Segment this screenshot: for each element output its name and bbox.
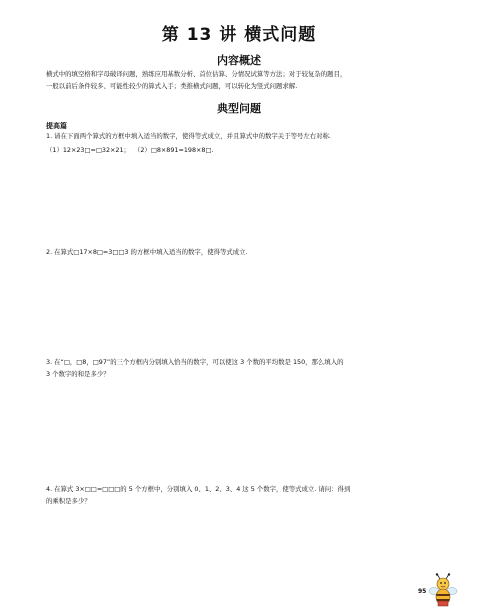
problem-4-line-1: 4. 在算式 3×□□=□□□的 5 个方框中，分别填入 0、1、2、3、4 这 5 个数字，使等式成立. 请问：得到 — [46, 485, 351, 493]
problem-4-line-2: 的乘积是多少？ — [46, 497, 91, 505]
problem-3-line-2: 3 个数字的和是多少？ — [46, 370, 110, 378]
overview-line-1: 横式中的填空格和字母破译问题，熟练应用基数分析、首位估算、分情况试算等方法；对于较复杂的题目， — [46, 70, 347, 78]
problem-1-line-2: （1）12×23□=□32×21； （2）□8×891=198×8□. — [46, 146, 214, 154]
problem-2-line-1: 2. 在算式□17×8□=3□□3 的方框中填入适当的数字，使得等式成立. — [46, 248, 248, 256]
problem-1-line-1: 1. 请在下面两个算式的方框中填入适当的数字，使得等式成立，并且算式中的数字关于等号左右对称. — [46, 132, 331, 140]
page-number: 95 — [418, 588, 427, 595]
page-title: 第 13 讲 横式问题 — [161, 25, 317, 45]
typical-heading: 典型问题 — [217, 102, 261, 115]
overview-line-2: 一般以前后条件较多、可能性较少的算式入手；类推横式问题，可以转化为竖式问题求解. — [46, 82, 298, 90]
bee-mascot-icon — [428, 573, 458, 607]
level-label: 提高篇 — [46, 122, 67, 130]
overview-heading: 内容概述 — [217, 54, 261, 67]
problem-3-line-1: 3. 在“□，□8，□97”的三个方框内分别填入恰当的数字，可以使这 3 个数的平均数是 150，那么填入的 — [46, 358, 344, 366]
